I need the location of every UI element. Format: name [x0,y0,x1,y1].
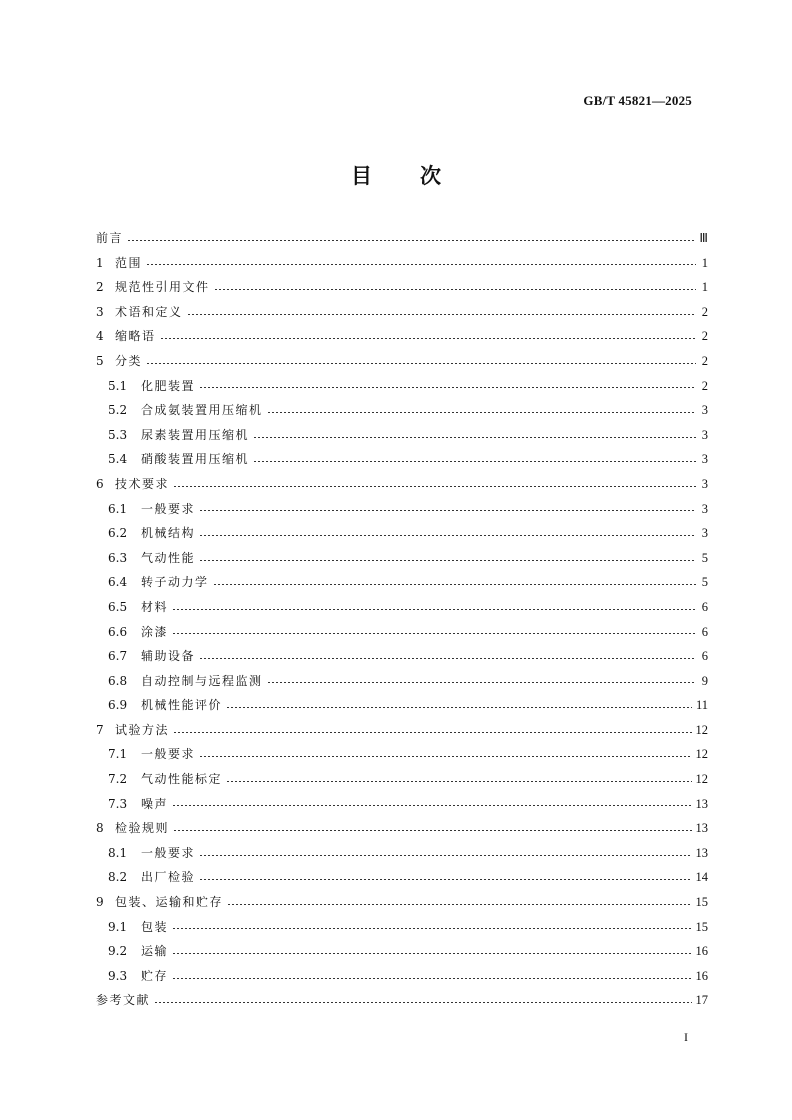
toc-entry-page: 3 [701,526,708,541]
toc-entry-label: 材料 [141,599,169,614]
page-number: I [684,1030,688,1044]
toc-leader-dots [160,338,696,339]
toc-entry-page: 13 [695,796,708,811]
toc-leader-dots [199,510,696,511]
toc-entry[interactable] [96,865,708,890]
toc-entry-label: 运输 [141,944,169,959]
table-of-contents [96,226,708,1013]
toc-entry[interactable] [96,718,708,743]
toc-leader-dots [173,486,696,487]
toc-entry-label: 技术要求 [115,476,170,491]
toc-entry-number: 7.2 [108,772,128,787]
toc-entry-number: 6.8 [108,673,128,688]
toc-entry[interactable] [96,349,708,374]
toc-entry-number: 9 [96,895,104,910]
toc-entry[interactable] [96,423,708,448]
toc-entry-label: 前言 [96,231,124,245]
toc-entry-label: 涂漆 [141,624,169,639]
toc-leader-dots [172,609,696,610]
toc-entry-number: 5 [96,353,104,368]
toc-entry-page: 2 [701,329,708,344]
toc-entry[interactable] [96,669,708,694]
toc-entry[interactable] [96,374,708,399]
toc-leader-dots [172,978,691,979]
toc-entry-label: 机械性能评价 [141,698,223,713]
toc-entry-page: 3 [701,476,708,491]
toc-leader-dots [199,855,691,856]
toc-entry-number: 5.2 [108,403,128,418]
toc-entry-number: 6.4 [108,575,128,590]
toc-entry-number: 1 [96,255,104,270]
toc-entry-label: 参考文献 [96,993,151,1008]
toc-entry-number: 6.2 [108,526,128,541]
toc-leader-dots [199,756,691,757]
toc-entry-label: 化肥装置 [141,378,196,393]
toc-entry[interactable] [96,644,708,669]
toc-leader-dots [154,1002,691,1003]
toc-entry[interactable] [96,939,708,964]
title-char-2: 次 [420,163,441,188]
toc-entry-page: 11 [695,698,708,713]
toc-entry-number: 7.3 [108,796,128,811]
toc-entry-number: 7 [96,722,104,737]
standard-code: GB/T 45821—2025 [583,93,692,108]
toc-entry[interactable] [96,915,708,940]
toc-entry-label: 机械结构 [141,526,196,541]
toc-entry[interactable] [96,841,708,866]
toc-entry[interactable] [96,964,708,989]
toc-leader-dots [172,953,691,954]
toc-entry-number: 6.3 [108,550,128,565]
toc-entry-label: 气动性能标定 [141,772,223,787]
toc-entry-label: 转子动力学 [141,575,209,590]
toc-entry-label: 包装、运输和贮存 [115,895,224,910]
toc-leader-dots [253,437,696,438]
toc-leader-dots [227,904,691,905]
toc-leader-dots [226,781,691,782]
toc-entry-page: 6 [701,624,708,639]
toc-leader-dots [173,732,691,733]
toc-entry-page: 5 [701,550,708,565]
toc-entry-page: 9 [701,673,708,688]
toc-leader-dots [172,928,691,929]
toc-entry[interactable] [96,546,708,571]
toc-entry-page: 3 [701,427,708,442]
toc-entry[interactable] [96,767,708,792]
toc-entry-label: 规范性引用文件 [115,280,210,295]
toc-entry[interactable] [96,447,708,472]
toc-entry-number: 6.9 [108,698,128,713]
toc-entry-page: 1 [701,280,708,295]
toc-entry-number: 9.3 [108,968,128,983]
toc-leader-dots [173,830,691,831]
toc-entry-number: 5.3 [108,427,128,442]
toc-entry-label: 一般要求 [141,845,196,860]
toc-entry-page: 3 [701,501,708,516]
toc-entry-page: 15 [695,919,708,934]
toc-entry[interactable] [96,497,708,522]
toc-leader-dots [267,682,696,683]
toc-entry-label: 范围 [115,255,143,270]
toc-entry-label: 检验规则 [115,821,170,836]
title-char-1: 目 [351,163,372,188]
toc-entry[interactable] [96,816,708,841]
toc-entry-page: 13 [695,845,708,860]
toc-entry-page: 16 [695,944,708,959]
toc-entry-page: 12 [695,747,708,762]
toc-entry-page: 2 [701,378,708,393]
toc-leader-dots [199,879,691,880]
toc-leader-dots [199,387,696,388]
toc-entry[interactable] [96,324,708,349]
toc-entry-label: 缩略语 [115,329,156,344]
toc-entry-label: 气动性能 [141,550,196,565]
toc-entry-page: 3 [701,452,708,467]
page-title [0,160,792,190]
toc-entry[interactable] [96,693,708,718]
toc-entry-number: 7.1 [108,747,128,762]
toc-entry[interactable] [96,472,708,497]
toc-entry-page: 16 [695,968,708,983]
toc-entry-label: 一般要求 [141,747,196,762]
toc-entry[interactable] [96,300,708,325]
toc-leader-dots [214,289,696,290]
toc-leader-dots [127,240,695,241]
toc-entry-label: 包装 [141,919,169,934]
toc-entry-page: 12 [695,772,708,787]
toc-entry[interactable] [96,620,708,645]
toc-entry-label: 合成氨装置用压缩机 [141,403,263,418]
toc-entry-label: 自动控制与远程监测 [141,673,263,688]
toc-entry[interactable] [96,251,708,276]
toc-entry-number: 6.6 [108,624,128,639]
toc-leader-dots [199,535,696,536]
toc-entry-number: 6 [96,476,104,491]
toc-entry-number: 8 [96,821,104,836]
toc-leader-dots [267,412,696,413]
toc-entry[interactable] [96,595,708,620]
toc-entry-number: 3 [96,304,104,319]
toc-entry-number: 9.2 [108,944,128,959]
toc-entry-label: 出厂检验 [141,870,196,885]
toc-entry-page: 3 [701,403,708,418]
toc-leader-dots [146,264,696,265]
toc-entry-page: 1 [701,255,708,270]
toc-entry-label: 一般要求 [141,501,196,516]
toc-leader-dots [172,633,696,634]
toc-leader-dots [172,805,691,806]
toc-entry-page: 14 [695,870,708,885]
toc-leader-dots [199,658,696,659]
toc-leader-dots [226,707,692,708]
toc-entry-label: 辅助设备 [141,649,196,664]
toc-entry-page: Ⅲ [699,231,708,245]
toc-leader-dots [187,314,696,315]
toc-entry-number: 4 [96,329,104,344]
toc-entry-number: 6.5 [108,599,128,614]
toc-leader-dots [199,560,696,561]
toc-entry-page: 13 [695,821,708,836]
toc-entry-number: 8.1 [108,845,128,860]
toc-entry-label: 试验方法 [115,722,170,737]
toc-entry[interactable] [96,792,708,817]
toc-entry-page: 17 [695,993,708,1008]
toc-entry-number: 6.1 [108,501,128,516]
toc-entry-page: 2 [701,304,708,319]
toc-entry-label: 分类 [115,353,143,368]
toc-entry-number: 5.1 [108,378,128,393]
toc-entry-page: 6 [701,599,708,614]
toc-entry-number: 8.2 [108,870,128,885]
toc-entry[interactable] [96,890,708,915]
toc-leader-dots [213,584,696,585]
toc-entry-number: 5.4 [108,452,128,467]
toc-entry-label: 术语和定义 [115,304,183,319]
toc-leader-dots [146,363,696,364]
toc-entry-label: 尿素装置用压缩机 [141,427,250,442]
toc-entry-number: 2 [96,280,104,295]
toc-entry[interactable] [96,521,708,546]
toc-entry[interactable] [96,398,708,423]
toc-leader-dots [253,461,696,462]
toc-entry-number: 6.7 [108,649,128,664]
toc-entry[interactable] [96,275,708,300]
toc-entry-page: 15 [695,895,708,910]
toc-entry-page: 5 [701,575,708,590]
toc-entry[interactable] [96,226,708,251]
toc-entry-label: 贮存 [141,968,169,983]
toc-entry-page: 6 [701,649,708,664]
toc-entry-label: 噪声 [141,796,169,811]
toc-entry[interactable] [96,742,708,767]
toc-entry[interactable] [96,570,708,595]
toc-entry[interactable] [96,988,708,1013]
toc-entry-page: 12 [695,722,708,737]
toc-entry-label: 硝酸装置用压缩机 [141,452,250,467]
toc-entry-page: 2 [701,353,708,368]
toc-entry-number: 9.1 [108,919,128,934]
